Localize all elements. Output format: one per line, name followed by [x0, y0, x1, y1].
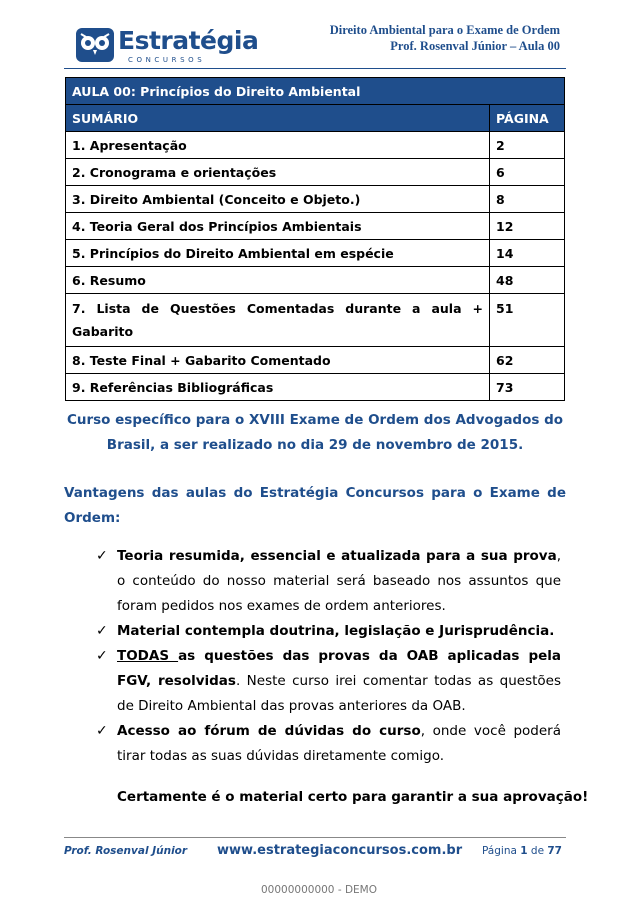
- list-item: [96, 544, 561, 619]
- course-line2: Brasil, a ser realizado no dia 29 de novembro de 2015.: [106, 437, 524, 453]
- header-professor-lesson: Prof. Rosenval Júnior – Aula 00: [390, 39, 560, 53]
- demo-watermark: 00000000000 - DEMO: [261, 884, 377, 896]
- row-label: 5. Princípios do Direito Ambiental em espécie: [66, 240, 490, 267]
- item-text: , onde você poderá tirar todas as suas dúvidas diretamente comigo.: [117, 723, 562, 764]
- closing-statement: Certamente é o material certo para garantir a sua aprovação!: [117, 789, 589, 805]
- logo-text: Estratégia: [118, 26, 259, 55]
- row-page: 8: [490, 186, 565, 213]
- checkmark-icon: ✓: [96, 548, 108, 564]
- row-label: 1. Apresentação: [66, 132, 490, 159]
- row-label-line1: 7. Lista de Questões Comentadas durante a aula +: [72, 301, 483, 316]
- list-item: [96, 719, 561, 769]
- row-page: 12: [490, 213, 565, 240]
- row-label: 3. Direito Ambiental (Conceito e Objeto.): [66, 186, 490, 213]
- table-row: [66, 186, 565, 213]
- row-label: [66, 294, 490, 347]
- advantages-heading-line2: Ordem:: [64, 510, 121, 526]
- page-total: 77: [547, 845, 562, 857]
- page-of: de: [530, 845, 545, 857]
- logo: [76, 26, 259, 66]
- row-page: 73: [490, 374, 565, 401]
- row-page: 62: [490, 347, 565, 374]
- item-text: . Neste curso irei comentar todas as questões de Direito Ambiental das provas anteriores da OAB.: [117, 673, 562, 714]
- course-line1: Curso específico para o XVIII Exame de Ordem dos Advogados do: [66, 412, 564, 428]
- item-bold: Teoria resumida, essencial e atualizada para a sua prova: [117, 548, 557, 564]
- row-page: 14: [490, 240, 565, 267]
- row-label: 8. Teste Final + Gabarito Comentado: [66, 347, 490, 374]
- row-page: 51: [490, 294, 565, 347]
- row-page: 2: [490, 132, 565, 159]
- logo-subtext: CONCURSOS: [128, 56, 206, 64]
- row-page: 48: [490, 267, 565, 294]
- checkmark-icon: ✓: [96, 623, 108, 639]
- footer-author: Prof. Rosenval Júnior: [64, 845, 188, 857]
- column-header-summary: SUMÁRIO: [66, 105, 490, 132]
- item-bold: Acesso ao fórum de dúvidas do curso: [117, 723, 421, 739]
- table-row: [66, 159, 565, 186]
- header-divider: [64, 68, 566, 69]
- list-item: [96, 644, 561, 719]
- item-bold: Material contempla doutrina, legislação e Jurisprudência.: [117, 623, 555, 639]
- advantages-list: [96, 544, 561, 769]
- row-label: 4. Teoria Geral dos Princípios Ambientais: [66, 213, 490, 240]
- table-row: [66, 294, 565, 347]
- page-current: 1: [520, 845, 528, 857]
- table-row: [66, 132, 565, 159]
- row-label: 6. Resumo: [66, 267, 490, 294]
- column-header-page: PÁGINA: [490, 105, 565, 132]
- table-row: [66, 267, 565, 294]
- item-underlined: TODAS: [117, 648, 179, 664]
- checkmark-icon: ✓: [96, 723, 108, 739]
- summary-table: [65, 77, 565, 401]
- table-row: [66, 374, 565, 401]
- checkmark-icon: ✓: [96, 648, 108, 664]
- table-title: AULA 00: Princípios do Direito Ambiental: [66, 78, 565, 105]
- row-label: 2. Cronograma e orientações: [66, 159, 490, 186]
- advantages-heading-line1: Vantagens das aulas do Estratégia Concursos para o Exame de: [64, 485, 566, 501]
- table-row: [66, 347, 565, 374]
- page-word: Página: [481, 845, 517, 857]
- row-page: 6: [490, 159, 565, 186]
- owl-logo-icon: [76, 28, 114, 62]
- item-text: , o conteúdo do nosso material será baseado nos assuntos que foram pedidos nos exames de ordem anteriores.: [117, 548, 561, 614]
- list-item: [96, 619, 561, 644]
- row-label: 9. Referências Bibliográficas: [66, 374, 490, 401]
- item-bold: as questões das provas da OAB aplicadas pela FGV, resolvidas: [117, 648, 561, 689]
- table-row: [66, 213, 565, 240]
- footer-divider: [64, 837, 566, 838]
- footer-page-number: [482, 845, 562, 857]
- footer-website-link[interactable]: www.estrategiaconcursos.com.br: [217, 843, 463, 858]
- table-row: [66, 240, 565, 267]
- row-label-line2: Gabarito: [72, 324, 134, 339]
- document-header: [330, 22, 560, 54]
- course-description: [64, 408, 566, 458]
- header-course-title: Direito Ambiental para o Exame de Ordem: [329, 23, 560, 37]
- advantages-heading: [64, 481, 566, 531]
